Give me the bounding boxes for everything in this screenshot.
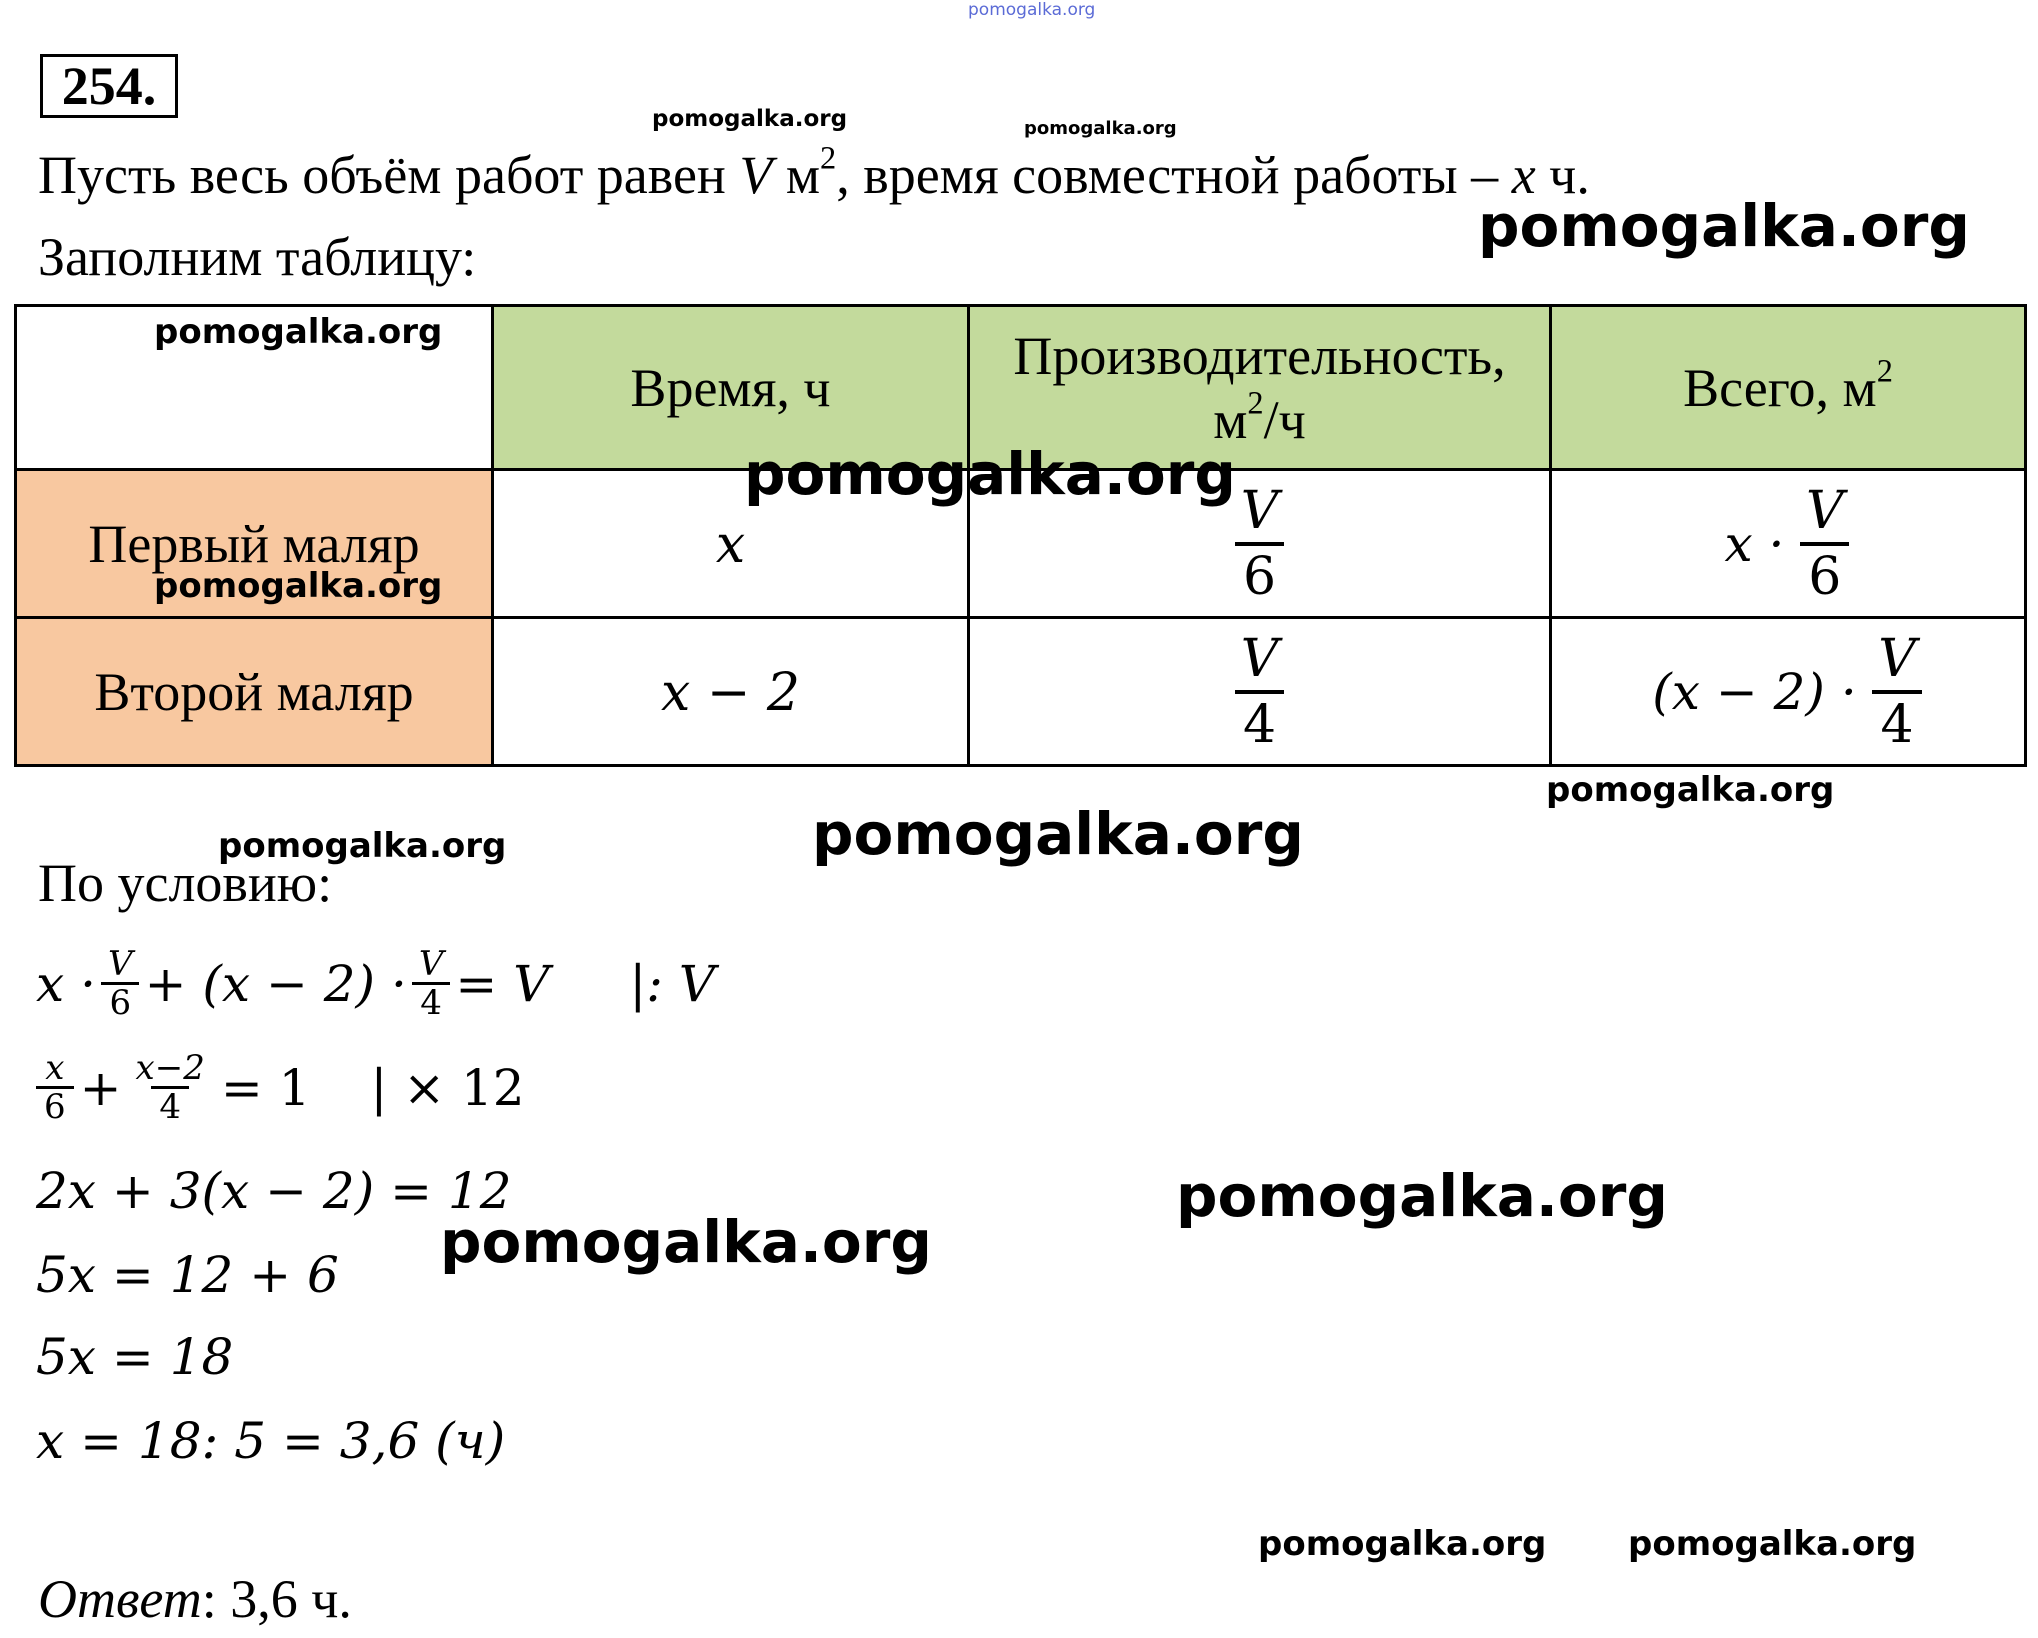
fraction: $\frac{x-2}{4}$	[135, 1048, 205, 1127]
eq-part: = 1	[220, 1058, 311, 1117]
watermark: pomogalka.org	[1478, 192, 1970, 260]
fraction: $\frac{V}{6}$	[100, 946, 141, 1021]
sup-2: 2	[820, 140, 837, 177]
watermark: pomogalka.org	[744, 440, 1236, 508]
answer-label: Ответ	[38, 1569, 202, 1629]
fraction: $\frac{V}{4}$	[411, 946, 452, 1021]
equation-4: 5x = 12 + 6	[36, 1246, 339, 1304]
row-name: Первый маляр	[16, 470, 493, 618]
equation-5: 5x = 18	[36, 1328, 234, 1386]
answer-value: : 3,6 ч.	[201, 1569, 352, 1629]
fraction: $\frac{V}{6}$	[1798, 480, 1852, 608]
watermark: pomogalka.org	[1258, 1524, 1547, 1564]
var-v: V	[739, 145, 773, 205]
eq-part: = V	[455, 954, 550, 1013]
answer	[38, 1568, 352, 1630]
equation-6: x = 18: 5 = 3,6 (ч)	[36, 1412, 506, 1470]
table-row	[16, 618, 2026, 766]
watermark: pomogalka.org	[154, 566, 443, 606]
watermark: pomogalka.org	[1628, 1524, 1917, 1564]
fraction: $\frac{V}{4}$	[1233, 628, 1287, 756]
eq-part: + (x − 2) ·	[144, 954, 407, 1013]
work-table	[14, 304, 2027, 767]
equation-2	[36, 1050, 525, 1125]
watermark: pomogalka.org	[440, 1208, 932, 1276]
var-x: x	[1511, 145, 1536, 205]
watermark-top: pomogalka.org	[968, 0, 1096, 20]
condition-label: По условию:	[38, 853, 333, 913]
intro-text: Пусть весь объём работ равен	[38, 145, 740, 205]
watermark: pomogalka.org	[1546, 770, 1835, 810]
watermark: pomogalka.org	[1024, 118, 1177, 139]
fraction: $\frac{x}{6}$	[36, 1050, 74, 1125]
unit-m: м	[772, 145, 820, 205]
problem-number: 254.	[40, 54, 178, 118]
fraction: $\frac{V}{4}$	[1870, 628, 1924, 756]
header-total: Всего, $м^2$	[1551, 306, 2026, 470]
equation-3: 2x + 3(x − 2) = 12	[36, 1162, 512, 1220]
intro-text: , время совместной работы –	[836, 145, 1512, 205]
watermark: pomogalka.org	[218, 826, 507, 866]
eq-operation: |: V	[629, 954, 716, 1013]
watermark: pomogalka.org	[1176, 1162, 1668, 1230]
row-time: x − 2	[493, 618, 969, 766]
watermark: pomogalka.org	[154, 312, 443, 352]
header-productivity: Производительность, $м^2/ч$	[969, 306, 1551, 470]
intro-line-1	[38, 140, 1590, 206]
fraction: $\frac{V}{6}$	[1233, 480, 1287, 608]
eq-part: x ·	[36, 954, 96, 1013]
intro-line-2: Заполним таблицу:	[38, 227, 477, 287]
eq-part: +	[79, 1058, 122, 1117]
intro-text: ч.	[1535, 145, 1590, 205]
header-time: Время, ч	[493, 306, 969, 470]
row-productivity	[969, 618, 1551, 766]
row-total: x · $\frac{V}{6}$	[1551, 470, 2026, 618]
eq-operation: | × 12	[370, 1058, 525, 1117]
watermark: pomogalka.org	[652, 106, 848, 132]
row-name: Второй маляр	[16, 618, 493, 766]
row-total: (x − 2) · $\frac{V}{4}$	[1551, 618, 2026, 766]
row-time: x	[493, 470, 969, 618]
watermark: pomogalka.org	[812, 800, 1304, 868]
equation-1	[36, 946, 715, 1021]
